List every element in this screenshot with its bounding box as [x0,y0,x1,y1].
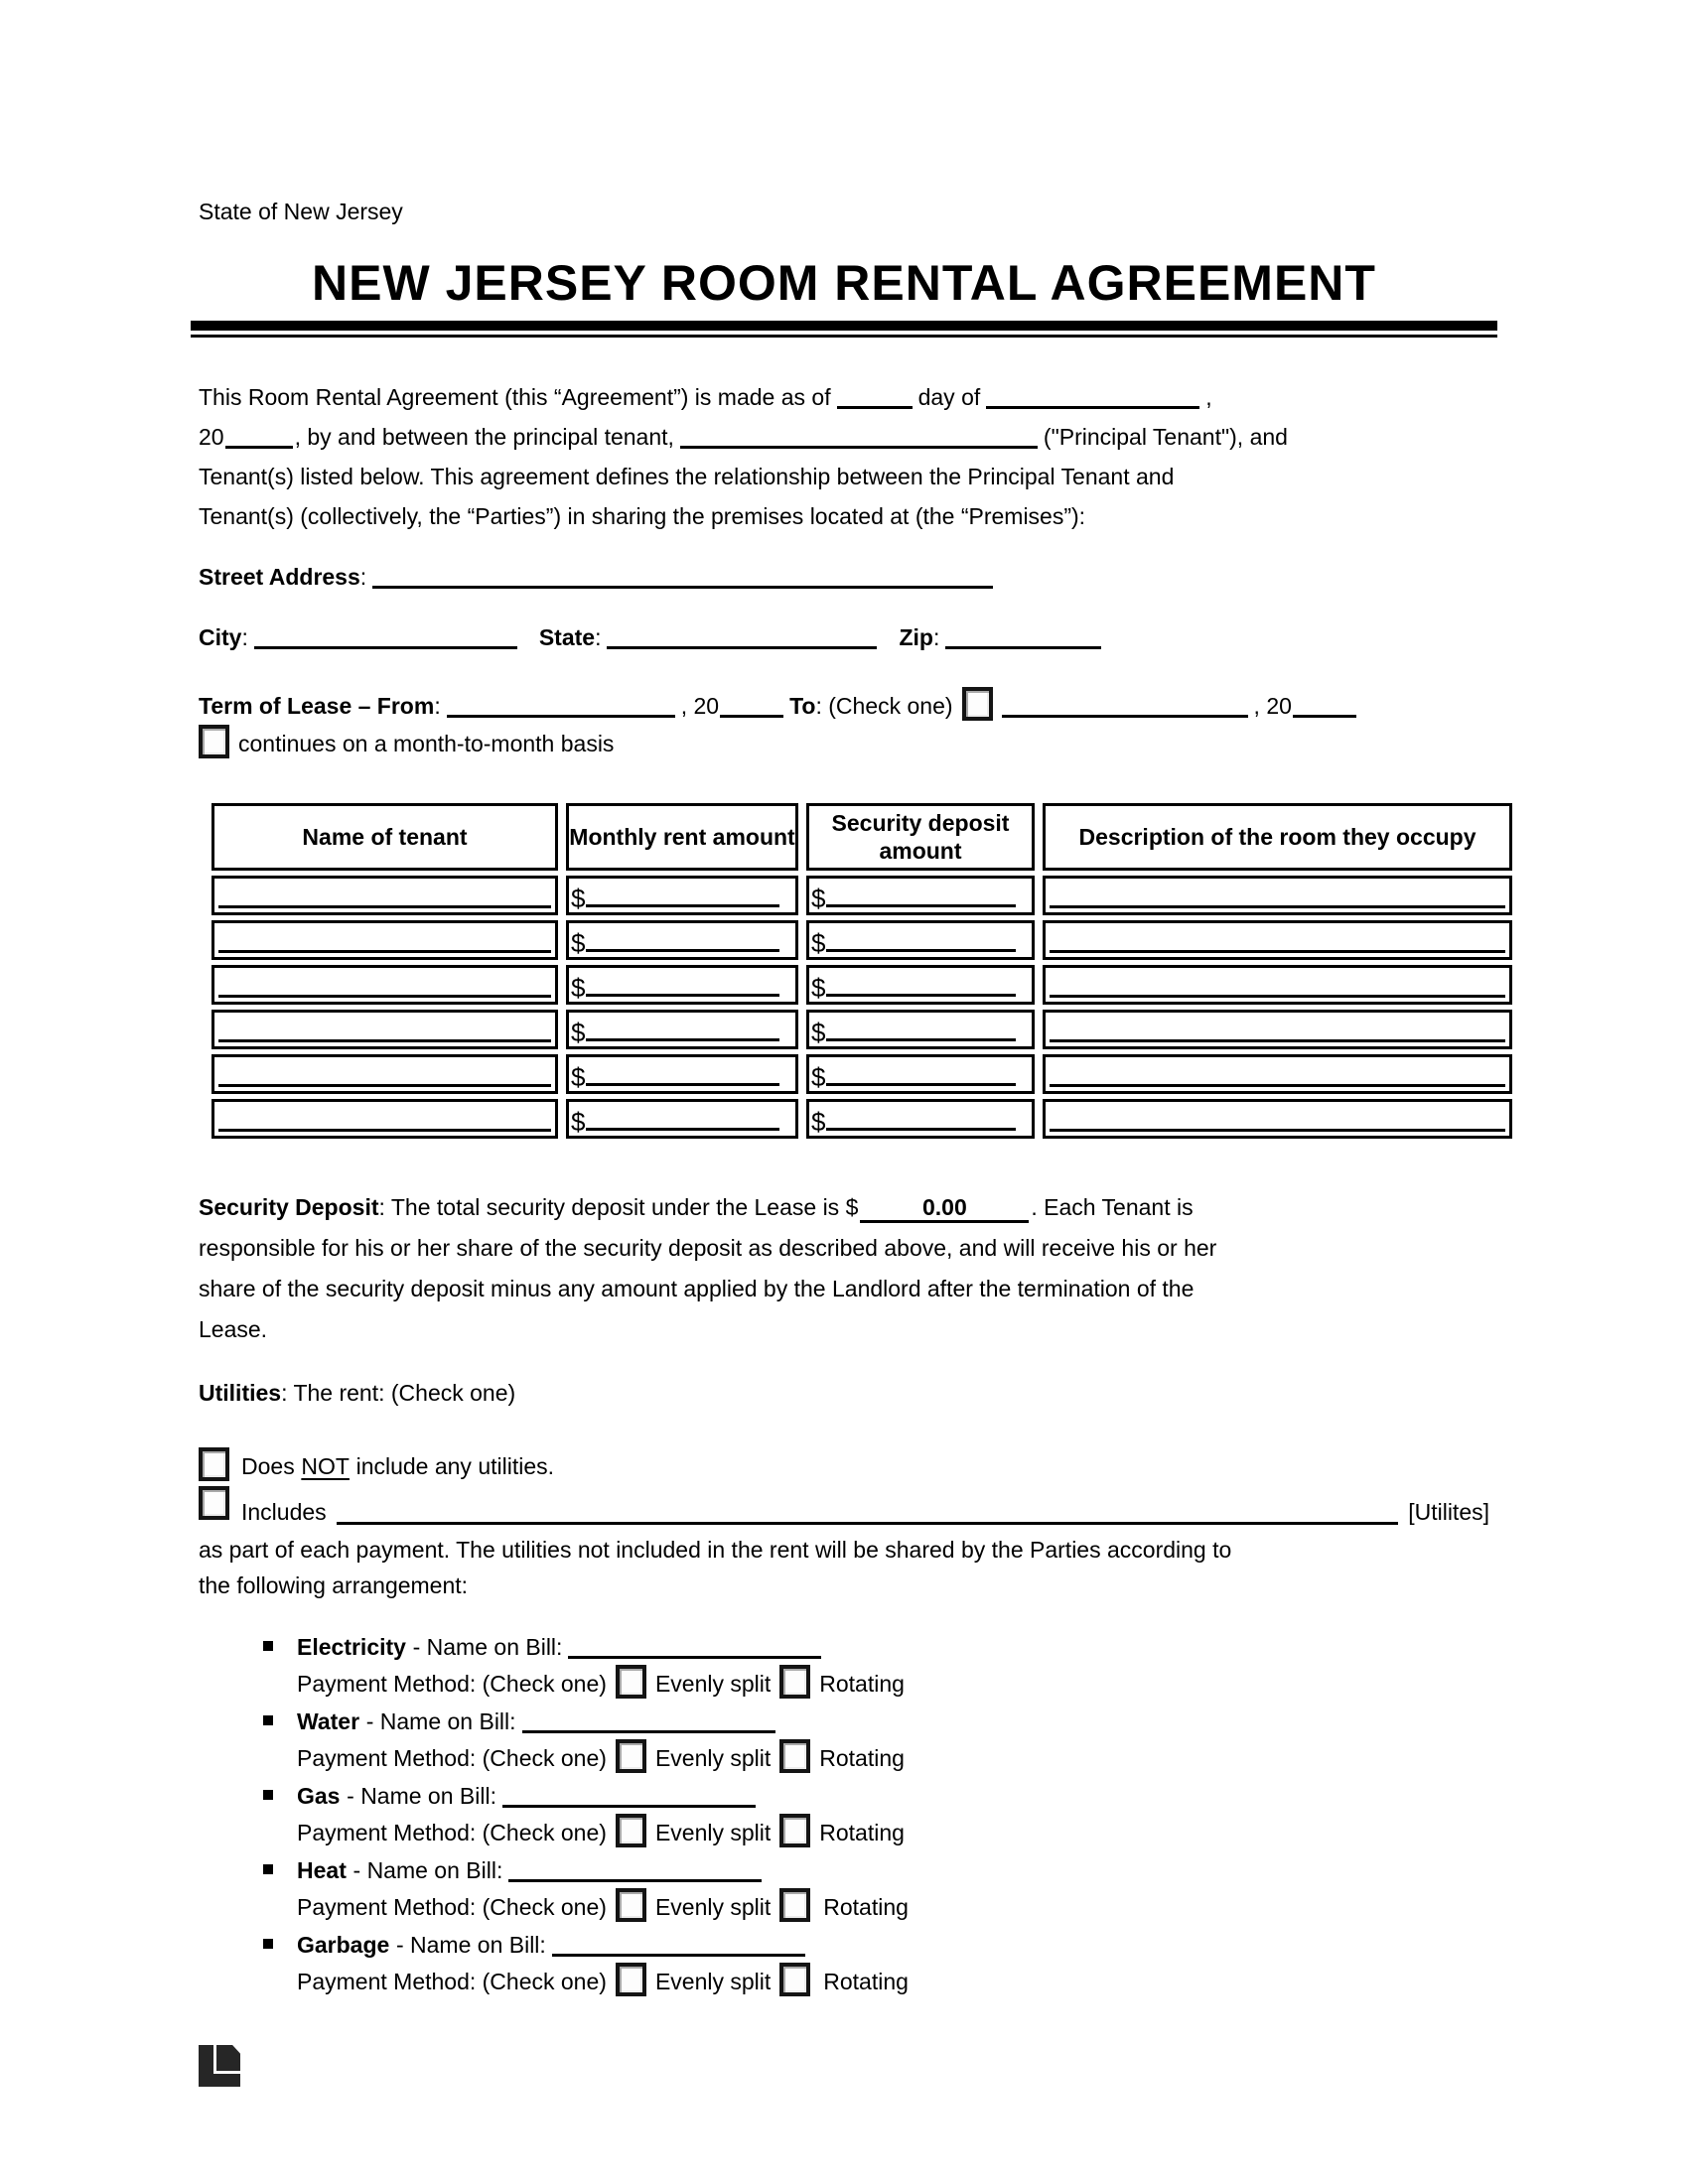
security-deposit-paragraph [199,1187,1489,1350]
intro-text: 20 [199,424,224,450]
security-line-3: share of the security deposit minus any amount applied by the Landlord after the termination of the [199,1276,1195,1301]
intro-text: ("Principal Tenant"), and [1043,424,1288,450]
no-utilities-checkbox[interactable] [199,1447,229,1481]
name-on-bill-label: - Name on Bill: [347,1783,496,1809]
dollar-sign: $ [571,973,586,1003]
name-on-bill-label: - Name on Bill: [395,1932,546,1958]
utilities-continuation-1: as part of each payment. The utilities not included in the rent will be shared by the Parties according to [199,1537,1232,1563]
term-text: , 20 [1253,693,1292,719]
tenant-name-cell[interactable] [211,920,558,960]
deposit-cell[interactable] [806,1054,1035,1094]
dollar-sign: $ [571,1062,586,1092]
tenant-table [204,798,1520,1144]
utility-item-heat [263,1852,1489,1925]
included-utilities-blank[interactable] [337,1522,1399,1525]
city-label: City [199,624,242,650]
utilities-heading [199,1380,1489,1407]
tenant-row [211,1010,1512,1049]
bullet-icon [263,1641,273,1651]
utilities-list [199,1629,1489,1999]
utility-item-body [297,1927,909,1999]
rent-cell[interactable] [566,920,798,960]
name-on-bill-label: - Name on Bill: [412,1634,563,1660]
intro-text: , by and between the principal tenant, [294,424,674,450]
intro-line-3: Tenant(s) listed below. This agreement defines the relationship between the Principal Tenant and [199,464,1175,489]
utility-item-body [297,1852,909,1925]
deposit-cell[interactable] [806,1099,1035,1139]
dollar-sign: $ [811,1062,826,1092]
utility-name: Water [297,1708,360,1734]
month-blank[interactable] [986,406,1199,409]
bullet-icon [263,1939,273,1949]
deposit-cell[interactable] [806,920,1035,960]
header-name-of-tenant: Name of tenant [211,803,558,871]
evenly-split-label: Evenly split [654,1894,772,1920]
utilities-options [199,1446,1489,1603]
utility-name: Heat [297,1857,347,1883]
utilites-bracket-label: [Utilites] [1408,1499,1489,1525]
payment-method-line [297,1739,905,1776]
deposit-cell[interactable] [806,876,1035,915]
term-text: , 20 [680,693,720,719]
name-on-bill-blank[interactable] [502,1805,756,1808]
utility-item-garbage [263,1927,1489,1999]
street-address-label: Street Address [199,564,360,590]
term-to-date-checkbox[interactable] [962,687,993,721]
term-to-blank[interactable] [1002,715,1248,718]
payment-method-label: Payment Method: (Check one) [297,1969,607,1994]
city-state-zip-line [199,624,1489,651]
room-description-cell[interactable] [1043,1010,1512,1049]
payment-method-label: Payment Method: (Check one) [297,1894,607,1920]
utility-name: Electricity [297,1634,406,1660]
term-line-1 [199,687,1489,725]
utility-name: Gas [297,1783,341,1809]
rotating-label: Rotating [819,1745,905,1771]
title-rule [191,321,1497,338]
header-security-deposit: Security deposit amount [806,803,1035,871]
room-description-cell[interactable] [1043,876,1512,915]
security-text: . Each Tenant is [1031,1194,1194,1220]
dollar-sign: $ [571,884,586,913]
rotating-checkbox[interactable] [779,1888,810,1922]
term-of-lease-block [199,687,1489,762]
logo-page-shape [216,2045,240,2071]
logo-bottom-bar [199,2074,240,2087]
rent-cell[interactable] [566,1010,798,1049]
colon: : [241,624,248,650]
rotating-checkbox[interactable] [779,1665,810,1699]
room-description-cell[interactable] [1043,1054,1512,1094]
room-description-cell[interactable] [1043,920,1512,960]
evenly-split-checkbox[interactable] [616,1814,646,1847]
state-label: State [538,624,596,650]
colon: : [434,693,441,719]
name-on-bill-blank[interactable] [568,1656,821,1659]
payment-method-line [297,1963,909,1999]
includes-utilities-checkbox[interactable] [199,1486,229,1520]
zip-blank[interactable] [945,646,1101,649]
dollar-sign: $ [571,928,586,958]
legal-templates-logo [199,2045,240,2087]
state-blank[interactable] [607,646,877,649]
term-from-blank[interactable] [447,715,675,718]
colon: : [595,624,602,650]
utilities-option-includes [199,1486,1489,1532]
dollar-sign: $ [571,1018,586,1047]
tenant-table-header-row [211,803,1512,871]
utility-name-line [297,1778,905,1814]
month-to-month-label: continues on a month-to-month basis [238,731,615,756]
utilities-continuation-2: the following arrangement: [199,1572,469,1598]
rotating-label: Rotating [823,1969,909,1994]
term-from-year-blank[interactable] [720,715,783,718]
payment-method-label: Payment Method: (Check one) [297,1820,607,1845]
bullet-icon [263,1864,273,1874]
bullet-icon [263,1715,273,1725]
utilities-option-not [199,1446,1489,1486]
utility-name: Garbage [297,1932,390,1958]
rent-cell[interactable] [566,1099,798,1139]
name-on-bill-label: - Name on Bill: [365,1708,516,1734]
term-line-2 [199,725,1489,762]
zip-label: Zip [899,624,933,650]
document-title: NEW JERSEY ROOM RENTAL AGREEMENT [312,255,1376,311]
street-address-blank[interactable] [372,586,993,589]
rotating-label: Rotating [819,1671,905,1697]
utility-item-body [297,1629,905,1702]
colon: : [932,624,940,650]
rotating-checkbox[interactable] [779,1739,810,1773]
utility-name-line [297,1629,905,1665]
term-label: Term of Lease – From [199,693,435,719]
security-line-1 [199,1187,1489,1228]
street-address-line [199,564,1489,591]
room-description-cell[interactable] [1043,965,1512,1005]
tenant-row [211,1054,1512,1094]
header-room-description: Description of the room they occupy [1043,803,1512,871]
payment-method-line [297,1888,909,1925]
rotating-label: Rotating [819,1820,905,1845]
tenant-name-cell[interactable] [211,876,558,915]
name-on-bill-blank[interactable] [508,1879,762,1882]
term-to-year-blank[interactable] [1293,715,1356,718]
colon: : [359,564,367,590]
evenly-split-label: Evenly split [654,1671,772,1697]
intro-line-1 [199,377,1489,417]
payment-method-line [297,1814,905,1850]
intro-text: This Room Rental Agreement (this “Agreement”) is made as of [199,384,831,410]
rotating-label: Rotating [823,1894,909,1920]
principal-tenant-blank[interactable] [680,446,1038,449]
room-description-cell[interactable] [1043,1099,1512,1139]
header-monthly-rent: Monthly rent amount [566,803,798,871]
payment-method-label: Payment Method: (Check one) [297,1745,607,1771]
utility-item-gas [263,1778,1489,1850]
rent-cell[interactable] [566,1054,798,1094]
dollar-sign: $ [811,1107,826,1137]
name-on-bill-blank[interactable] [552,1954,805,1957]
intro-line-4: Tenant(s) (collectively, the “Parties”) in sharing the premises located at (the “Premises”): [199,503,1086,529]
utility-item-water [263,1704,1489,1776]
tenant-name-cell[interactable] [211,1099,558,1139]
evenly-split-label: Evenly split [654,1969,772,1994]
option-text: Does [241,1453,295,1479]
tenant-row [211,965,1512,1005]
payment-method-line [297,1665,905,1702]
rent-cell[interactable] [566,965,798,1005]
option-text: Includes [241,1499,327,1525]
term-text: : (Check one) [815,693,953,719]
utility-name-line [297,1852,909,1888]
security-amount-field[interactable]: 0.00 [860,1194,1029,1223]
not-underlined: NOT [301,1453,350,1479]
intro-paragraph [199,377,1489,536]
rotating-checkbox[interactable] [779,1814,810,1847]
evenly-split-label: Evenly split [654,1820,772,1845]
intro-text: day of [917,384,981,410]
dollar-sign: $ [811,1018,826,1047]
utility-name-line [297,1704,905,1739]
evenly-split-label: Evenly split [654,1745,772,1771]
utilities-heading-text: : The rent: (Check one) [281,1380,516,1406]
evenly-split-checkbox[interactable] [616,1888,646,1922]
dollar-sign: $ [811,884,826,913]
year-blank[interactable] [225,446,293,449]
utilities-label: Utilities [199,1380,282,1406]
evenly-split-checkbox[interactable] [616,1665,646,1699]
utility-item-body [297,1778,905,1850]
utility-item-body [297,1704,905,1776]
intro-line-2 [199,417,1489,457]
security-deposit-label: Security Deposit [199,1194,379,1220]
dollar-sign: $ [811,973,826,1003]
payment-method-label: Payment Method: (Check one) [297,1671,607,1697]
bullet-icon [263,1790,273,1800]
name-on-bill-blank[interactable] [522,1730,775,1733]
security-line-2: responsible for his or her share of the security deposit as described above, and will receive his or her [199,1235,1217,1261]
dollar-sign: $ [811,928,826,958]
tenant-name-cell[interactable] [211,965,558,1005]
security-line-4: Lease. [199,1316,268,1342]
month-to-month-checkbox[interactable] [199,725,229,758]
deposit-cell[interactable] [806,1010,1035,1049]
tenant-row [211,1099,1512,1139]
evenly-split-checkbox[interactable] [616,1963,646,1996]
city-blank[interactable] [254,646,517,649]
tenant-row [211,876,1512,915]
term-to-label: To [789,693,816,719]
option-text: include any utilities. [355,1453,555,1479]
day-blank[interactable] [837,406,913,409]
dollar-sign: $ [571,1107,586,1137]
intro-text: , [1205,384,1212,410]
state-label: State of New Jersey [199,199,403,224]
utility-item-electricity [263,1629,1489,1702]
utility-name-line [297,1927,909,1963]
tenant-name-cell[interactable] [211,1010,558,1049]
security-text: : The total security deposit under the Lease is $ [378,1194,859,1220]
evenly-split-checkbox[interactable] [616,1739,646,1773]
tenant-name-cell[interactable] [211,1054,558,1094]
deposit-cell[interactable] [806,965,1035,1005]
name-on-bill-label: - Name on Bill: [352,1857,503,1883]
rent-cell[interactable] [566,876,798,915]
rotating-checkbox[interactable] [779,1963,810,1996]
tenant-row [211,920,1512,960]
